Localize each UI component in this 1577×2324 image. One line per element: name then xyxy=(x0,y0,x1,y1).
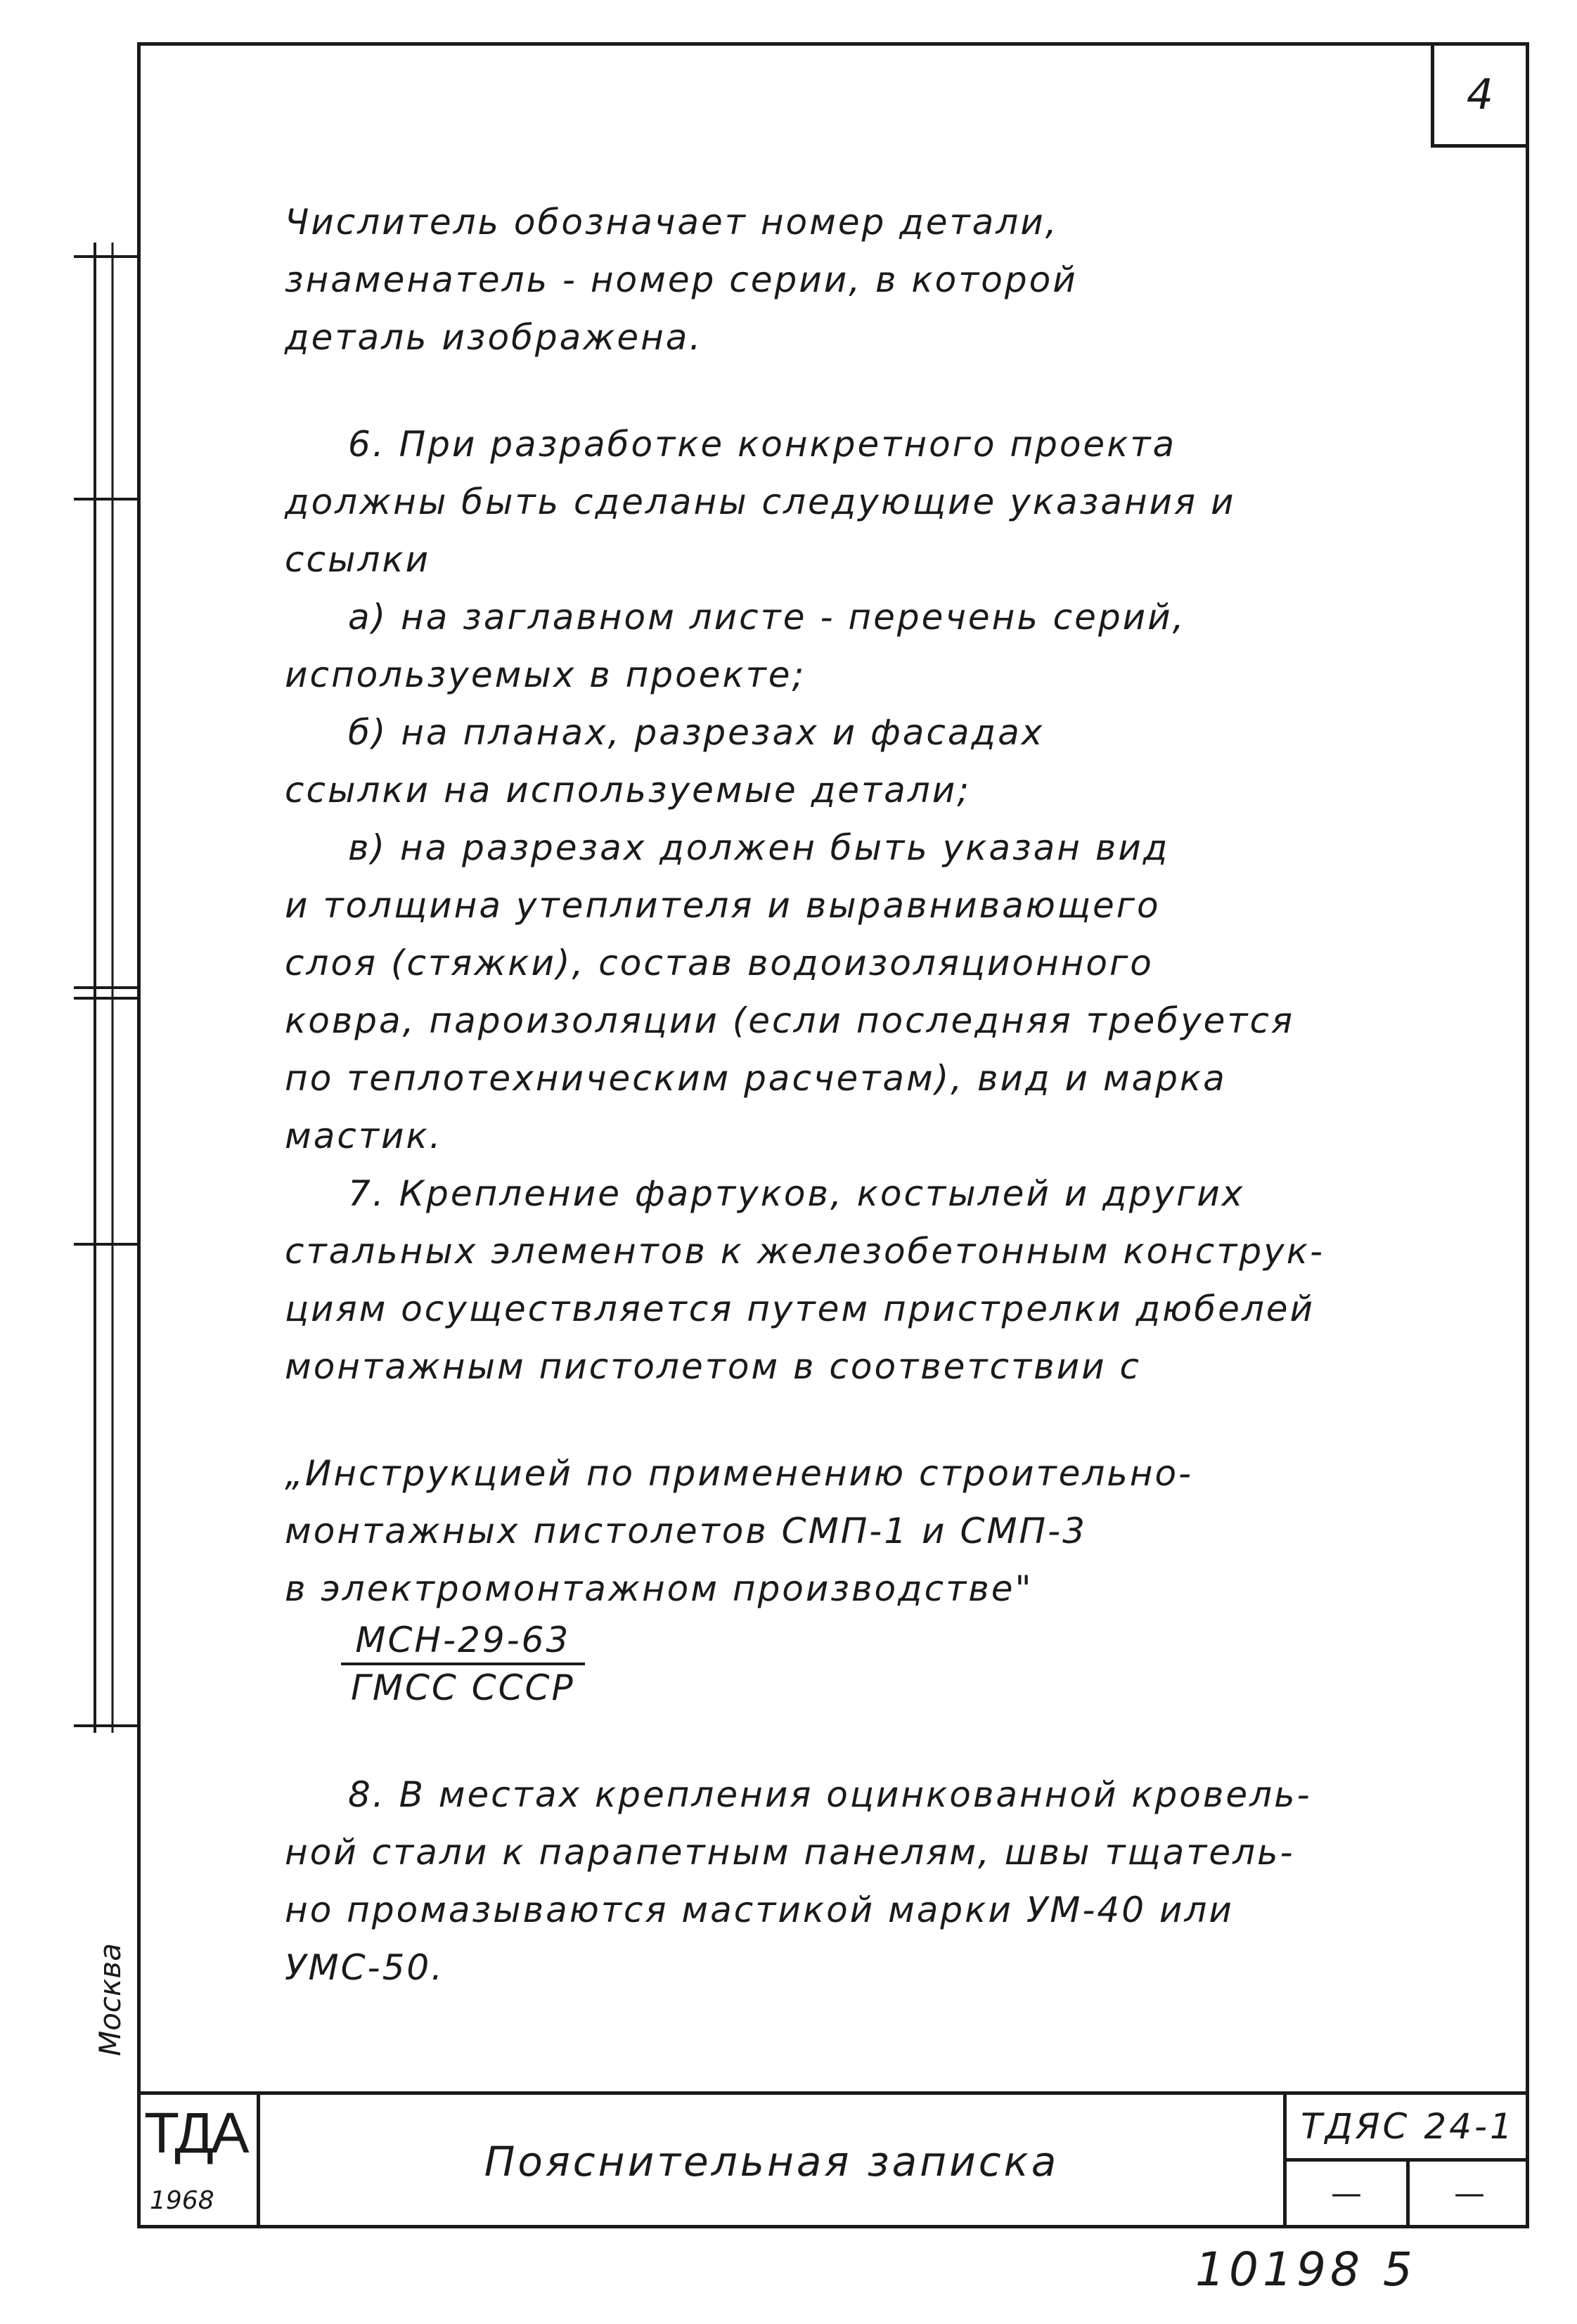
text-line: слоя (стяжки), состав водоизоляционного xyxy=(285,943,1154,983)
logo-mark: ТДА xyxy=(144,2101,247,2165)
text-line: ковра, пароизоляции (если последняя требуется xyxy=(285,1000,1295,1041)
title-block-code-area xyxy=(1283,2095,1529,2228)
reference-denominator: ГМСС СССР xyxy=(351,1667,575,1708)
title-block-cell-left: — xyxy=(1331,2175,1362,2212)
archive-number: 10198 5 xyxy=(1195,2242,1417,2297)
text-line: стальных элементов к железобетонным конструк- xyxy=(285,1231,1325,1272)
text-line: в электромонтажном производстве" xyxy=(285,1568,1034,1609)
title-block-cells xyxy=(1287,2162,1529,2225)
text-line: 8. В местах крепления оцинкованной кровель- xyxy=(348,1774,1312,1815)
text-line: „Инструкцией по применению строительно- xyxy=(285,1453,1194,1494)
side-city-label: Москва xyxy=(93,1943,127,2056)
text-line: Числитель обозначает номер детали, xyxy=(285,202,1059,243)
text-line: 7. Крепление фартуков, костылей и других xyxy=(348,1173,1245,1214)
text-line: 6. При разработке конкретного проекта xyxy=(348,424,1177,465)
reference-numerator: МСН-29-63 xyxy=(341,1618,585,1665)
text-line: б) на планах, разрезах и фасадах xyxy=(348,712,1045,753)
title-block-cell-right: — xyxy=(1406,2162,1529,2225)
text-line: но промазываются мастикой марки УМ-40 или xyxy=(285,1890,1234,1930)
binding-marks xyxy=(74,243,137,1733)
explanatory-text xyxy=(285,193,1466,1996)
text-line: в) на разрезах должен быть указан вид xyxy=(348,827,1170,868)
text-line: монтажным пистолетом в соответствии с xyxy=(285,1346,1142,1387)
page-number: 4 xyxy=(1431,46,1526,148)
document-title: Пояснительная записка xyxy=(484,2138,1060,2186)
text-line: деталь изображена. xyxy=(285,317,703,358)
organization-logo xyxy=(137,2095,260,2228)
text-line: монтажных пистолетов СМП-1 и СМП-3 xyxy=(285,1511,1087,1551)
text-line: знаменатель - номер серии, в которой xyxy=(285,259,1078,300)
text-line: циям осуществляется путем пристрелки дюбелей xyxy=(285,1289,1315,1329)
text-line: должны быть сделаны следующие указания и xyxy=(285,482,1236,522)
text-line: ссылки xyxy=(285,539,431,580)
logo-year: 1968 xyxy=(150,2186,214,2215)
text-line: используемых в проекте; xyxy=(285,654,806,695)
text-line: а) на заглавном листе - перечень серий, xyxy=(348,597,1186,638)
text-line: УМС-50. xyxy=(285,1947,445,1988)
text-line: ссылки на используемые детали; xyxy=(285,770,972,811)
text-line: мастик. xyxy=(285,1116,443,1156)
title-block xyxy=(137,2091,1529,2228)
text-line: по теплотехническим расчетам), вид и марка xyxy=(285,1058,1227,1099)
text-line: и толщина утеплителя и выравнивающего xyxy=(285,885,1161,926)
standard-reference xyxy=(341,1618,585,1710)
text-line: ной стали к парапетным панелям, швы тщатель- xyxy=(285,1832,1295,1873)
series-code: ТДЯС 24-1 xyxy=(1287,2095,1529,2162)
